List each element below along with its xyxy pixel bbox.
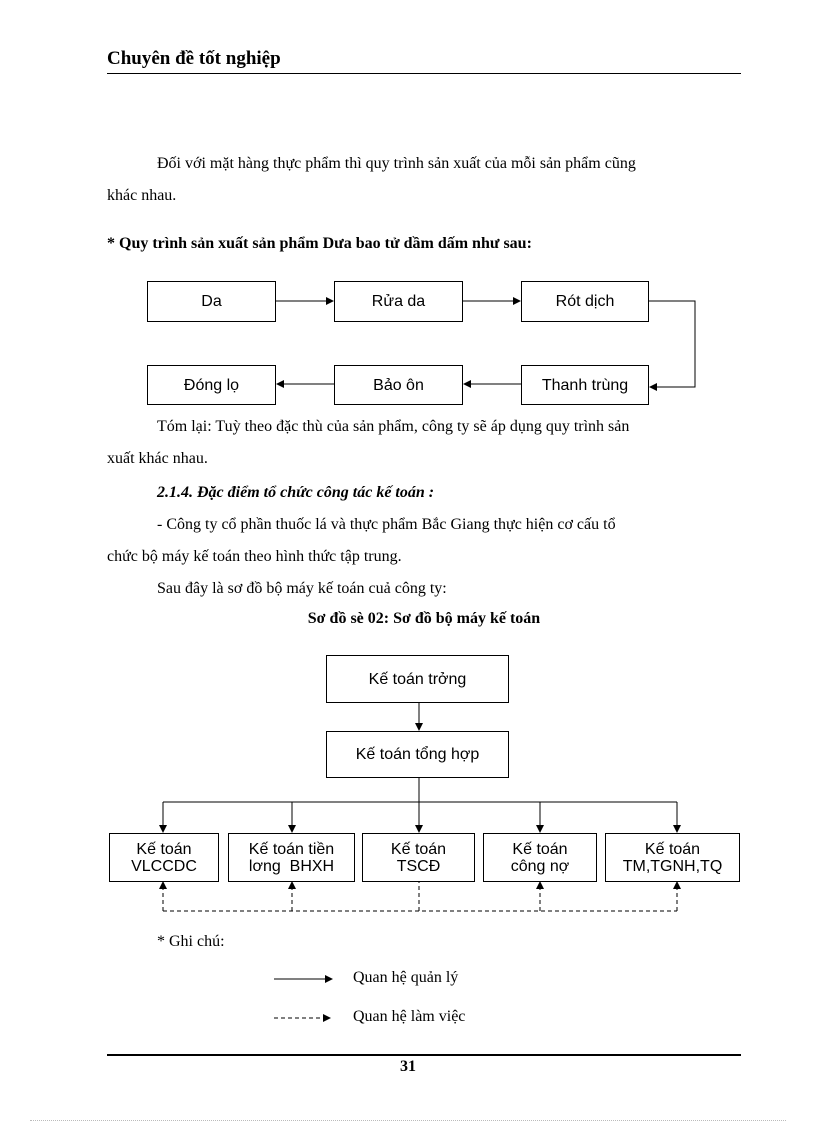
org-box-general-accountant: Kế toán tổng hợp — [326, 731, 509, 778]
chart-title: Sơ đồ sè 02: Sơ đồ bộ máy kế toán — [307, 610, 541, 627]
footer-rule — [107, 1054, 741, 1056]
org-box-unit-tscd — [362, 833, 475, 882]
header-rule — [107, 73, 741, 74]
org-box-unit-debt — [483, 833, 597, 882]
page-bottom-divider — [30, 1120, 786, 1121]
org-unit-line-1: Kế toán — [390, 840, 447, 858]
flow-arrow-rot-thanh — [649, 301, 695, 387]
process-step-rua-da: Rửa da — [334, 281, 463, 322]
org-unit-line-1: Kế toán — [136, 840, 192, 858]
section-para-line-2: chức bộ máy kế toán theo hình thức tập trung. — [107, 548, 402, 565]
process-step-rot-dich: Rót dịch — [521, 281, 649, 322]
page-number: 31 — [400, 1058, 416, 1075]
process-step-dong-lo: Đóng lọ — [147, 365, 276, 405]
summary-line-1: Tóm lại: Tuỳ theo đặc thù của sản phẩm, công ty sẽ áp dụng quy trình sản — [157, 418, 630, 435]
org-box-chief-accountant: Kế toán trởng — [326, 655, 509, 703]
org-box-unit-salary — [228, 833, 355, 882]
org-unit-line-2: lơng BHXH — [248, 857, 335, 875]
org-box-unit-cash — [605, 833, 740, 882]
legend-title: * Ghi chú: — [157, 933, 225, 950]
document-header-title: Chuyên đề tốt nghiệp — [107, 48, 281, 69]
intro-line-2: khác nhau. — [107, 187, 177, 204]
org-unit-line-1: Kế toán tiền — [248, 840, 335, 858]
org-unit-line-2: TM,TGNH,TQ — [622, 857, 723, 875]
intro-line-1: Đối với mặt hàng thực phẩm thì quy trình sản xuất của mỗi sản phẩm cũng — [157, 155, 636, 172]
section-para-line-1: - Công ty cổ phần thuốc lá và thực phẩm Bắc Giang thực hiện cơ cấu tổ — [157, 516, 616, 533]
org-unit-line-2: VLCCDC — [131, 857, 197, 875]
org-unit-line-2: công nợ — [510, 857, 570, 875]
org-box-unit-vlccdc — [109, 833, 219, 882]
summary-line-2: xuất khác nhau. — [107, 450, 208, 467]
section-heading: 2.1.4. Đặc điểm tổ chức công tác kế toán : — [157, 484, 435, 501]
process-step-bao-on: Bảo ôn — [334, 365, 463, 405]
org-unit-line-1: Kế toán — [512, 840, 568, 858]
chart-intro: Sau đây là sơ đồ bộ máy kế toán cuả công ty: — [157, 580, 447, 597]
legend-solid-label: Quan hệ quản lý — [353, 969, 459, 986]
org-unit-line-1: Kế toán — [644, 840, 701, 858]
process-step-thanh-trung: Thanh trùng — [521, 365, 649, 405]
process-heading: * Quy trình sản xuất sản phẩm Dưa bao tử dầm dấm như sau: — [107, 235, 532, 252]
process-step-da: Da — [147, 281, 276, 322]
org-unit-line-2: TSCĐ — [396, 857, 441, 875]
legend-dashed-label: Quan hệ làm việc — [353, 1008, 466, 1025]
